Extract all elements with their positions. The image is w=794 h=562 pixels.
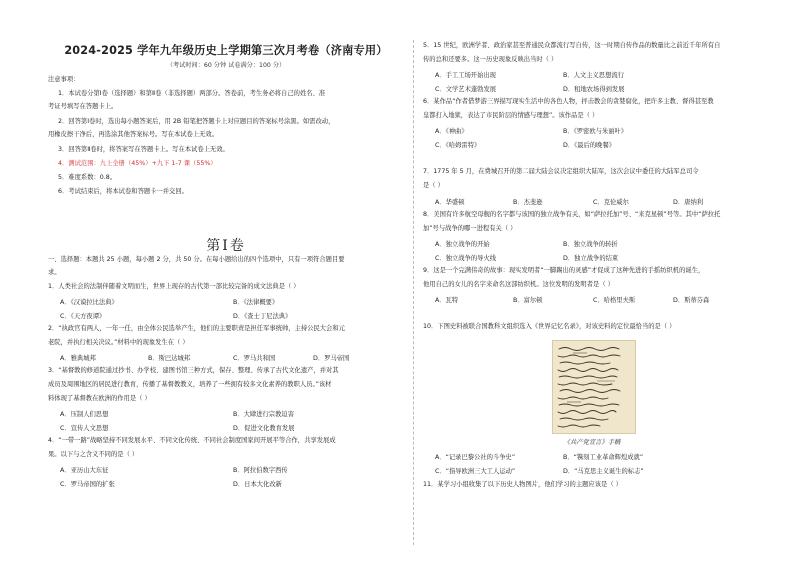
note-1a: 1．本试卷分第Ⅰ卷（选择题）和第Ⅱ卷（非选择题）两部分。答卷前，考生务必将自己的姓名、准: [58, 90, 326, 97]
q10-option-a: A．“记录巴黎公社的斗争史”: [435, 454, 516, 461]
q9-option-c: C．哈格里夫斯: [593, 297, 636, 304]
q6-option-a: A．《神曲》: [435, 128, 468, 135]
q7-option-c: C．克伦威尔: [593, 199, 629, 206]
q7-option-d: D．唐纳利: [673, 199, 704, 206]
q8-option-b: B．独立战争的转折: [563, 241, 618, 248]
note-2a: 2．回答第Ⅰ卷时，选出每小题答案后，用 2B 铅笔把答题卡上对应题目的答案标号涂黑。如需改动，: [58, 118, 335, 125]
q6-option-b: B．《罗密欧与朱丽叶》: [563, 128, 628, 135]
q5-option-c: C．文学艺术蓬勃发展: [435, 86, 497, 93]
note-4: 4．测试范围：九上全册（45%）+九下 1-7 课（55%）: [58, 160, 217, 167]
q7-stem-a: 7．1775 年 5 月，在费城召开的第二届大陆会议决定组织大陆军，这次会议中委任的大陆军总司令: [423, 168, 699, 175]
exam-subtitle: （考试时间：60 分钟 试卷满分：100 分）: [166, 62, 286, 69]
q10-option-d: D．“马克思主义诞生的标志”: [563, 468, 644, 475]
q10-option-b: B．“镌刻工业革命辉煌成就”: [563, 454, 644, 461]
q5-option-b: B．人文主义思想流行: [563, 72, 624, 79]
q4-stem-b: 果。以下与之含义不同的是（ ）: [48, 451, 139, 458]
q1-option-a: A．《汉谟拉比法典》: [60, 299, 118, 306]
q1-option-b: B．《法律概要》: [233, 299, 279, 306]
note-5: 5．难度系数：0.8。: [58, 174, 117, 181]
q10-option-c: C．“指导欧洲三大工人运动”: [435, 468, 516, 475]
q4-option-c: C．罗马帝国的扩张: [60, 481, 115, 488]
q2-option-c: C．罗马共和国: [233, 355, 276, 362]
q2-option-b: B．斯巴达城邦: [148, 355, 191, 362]
q2-stem-a: 2．“执政官有两人，一年一任，由全体公民选举产生，他们的主要职责是担任军事统帅，主持公民大会和元: [48, 325, 345, 332]
section-title: 第Ⅰ卷: [206, 238, 246, 254]
note-1b: 考证号填写在答题卡上。: [48, 103, 118, 110]
q9-option-a: A．瓦特: [435, 297, 459, 304]
q8-option-d: D．独立战争的结束: [563, 255, 619, 262]
q9-stem-a: 9．这是一个完满伟奇的故事：现实发明者“一脚踢出的灵感”才促成了这种先进的手摇纺织机的诞生，: [423, 267, 705, 274]
q1-stem: 1．人类社会的法制伴随着文明而生，世界上现存的古代第一部比较完备的成文法典是（ ）: [48, 283, 300, 290]
q4-option-b: B．阿拉伯数字西传: [233, 467, 288, 474]
q5-option-a: A．手工工场开始出现: [435, 72, 496, 79]
note-6: 6．考试结束后，将本试卷和答题卡一并交回。: [58, 188, 188, 195]
q9-option-d: D．斯蒂芬森: [673, 297, 710, 304]
q10-stem: 10．下图史料被联合国教科文组织选入《世界记忆名录》，对该史料的定位最恰当的是（ ）: [423, 323, 676, 330]
q4-option-a: A．亚历山大东征: [60, 467, 109, 474]
exam-title: 2024-2025 学年九年级历史上学期第三次月考卷（济南专用）: [64, 44, 388, 57]
q6-option-c: C．《哈姆雷特》: [435, 142, 481, 149]
q11-stem: 11．某学习小组收集了以下历史人物图片，他们学习的主题应该是（ ）: [423, 481, 622, 488]
q2-stem-b: 老院，并执行相关决议。”材料中的现象发生在（ ）: [48, 339, 189, 346]
note-3: 3．回答第Ⅱ卷时，将答案写在答题卡上。写在本试卷上无效。: [58, 146, 229, 153]
q3-option-b: B．大肆进行宗教迫害: [233, 411, 294, 418]
q7-option-a: A．华盛顿: [435, 199, 465, 206]
q2-option-d: D．罗马帝国: [313, 355, 350, 362]
q8-option-a: A．独立战争的开始: [435, 241, 490, 248]
q3-option-a: A．压制人们思想: [60, 411, 109, 418]
q9-option-b: B．富尔顿: [513, 297, 543, 304]
q4-stem-a: 4．“一带一路”战略坚持不同发展水平、不同文化传统、不同社会制度国家间开展平等合作，共享发展成: [48, 437, 336, 444]
right-column: [423, 0, 761, 562]
column-divider: [413, 40, 414, 545]
note-2b: 用橡皮擦干净后，再选涂其他答案标号。写在本试卷上无效。: [48, 131, 219, 138]
q4-option-d: D．日本大化改新: [233, 481, 282, 488]
q8-option-c: C．独立战争的导火线: [435, 255, 497, 262]
q6-option-d: D．《最后的晚餐》: [563, 142, 616, 149]
q3-stem-b: 成员及周围地区的居民进行教育，传播了基督教教义，培养了一些拥有较多文化素养的教职人员。”该材: [48, 381, 332, 388]
q7-option-b: B．杰斐逊: [513, 199, 543, 206]
q5-option-d: D．租地农场得到发展: [563, 86, 625, 93]
q5-stem-a: 5．15 世纪，欧洲学者、政治家甚至普通民众都流行写自传，这一时期自传作品的数量比之前近千年所有自: [423, 42, 721, 49]
q8-stem-a: 8．美国有许多航空母舰的名字都与该国的独立战争有关，如“萨拉托加”号、“来克星顿”号等。其中“萨拉托: [423, 211, 721, 218]
q3-option-d: D．促进文化教育发展: [233, 425, 295, 432]
manuscript-image: [552, 340, 636, 434]
q1-option-c: C．《天方夜谭》: [60, 313, 106, 320]
q5-stem-b: 传的总和还要多。这一历史现象反映出当时（ ）: [423, 56, 558, 63]
q3-stem-c: 料体现了基督教在欧洲的作用是（ ）: [48, 395, 151, 402]
q2-option-a: A．雅典城邦: [60, 355, 96, 362]
q3-stem-a: 3．“基督教的修道院通过抄书、办学校、建图书馆三种方式，保存、整理、传承了古代文化遗产，并对其: [48, 367, 339, 374]
q6-stem-a: 6．某作品“作者借梦游三界描写现实生活中的各色人物，抨击教会的贪婪腐化，把许多主教、督得甚至教: [423, 98, 714, 105]
q3-option-c: C．宣传人文思想: [60, 425, 109, 432]
instructions-a: 一、选择题：本题共 25 小题，每小题 2 分，共 50 分。在每小题给出的四个选项中，只有一项符合题目要: [48, 256, 345, 263]
manuscript-scribbles: [553, 341, 635, 433]
q9-stem-b: 他用自己的女儿的名字来命名这部纺织机。这位发明的发明者是（ ）: [423, 281, 614, 288]
q1-option-d: D．《查士丁尼法典》: [233, 313, 292, 320]
q6-stem-b: 皇都打入地狱，表达了市民阶层的情感与理想”。该作品是（ ）: [423, 112, 599, 119]
manuscript-caption: 《共产党宣言》手稿: [563, 439, 621, 446]
q7-stem-b: 是（ ）: [423, 182, 444, 189]
notes-label: 注意事项：: [48, 76, 80, 83]
q8-stem-b: 加”号与战争的哪一进程有关（ ）: [423, 225, 517, 232]
instructions-b: 求。: [48, 269, 61, 276]
left-column: [48, 0, 404, 562]
